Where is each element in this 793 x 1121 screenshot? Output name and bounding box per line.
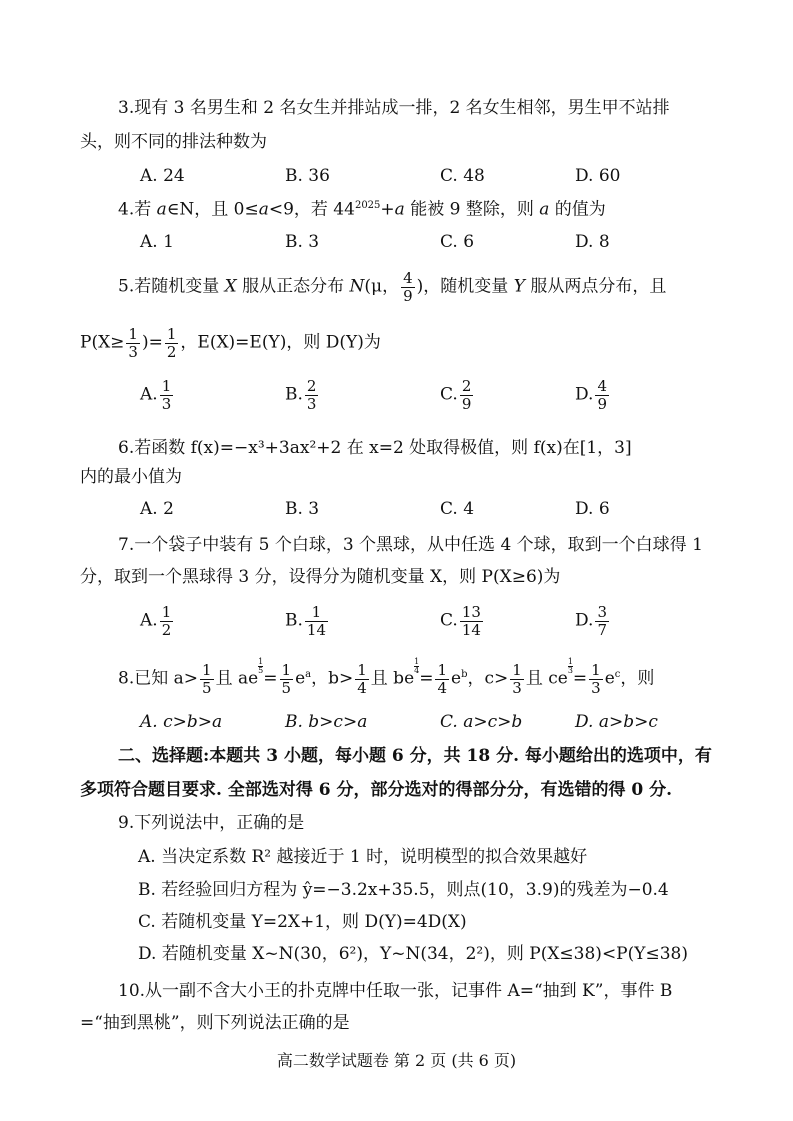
q4-option-b: B. 3 xyxy=(285,232,320,252)
q4-stem: 4.若 a∈N，且 0≤a<9，若 $44^{2025}+a$ 能被 9 整除，则 a 的值为 xyxy=(118,199,606,220)
q9-option-b: B. 若经验回归方程为 ŷ=−3.2x+35.5，则点(10，3.9)的残差为−0.4 xyxy=(138,880,669,900)
q7-option-d: D. $\frac{3}{7}$ xyxy=(575,603,607,639)
q3-line1: 3.现有 3 名男生和 2 名女生并排站成一排，2 名女生相邻，男生甲不站排 xyxy=(118,98,670,118)
q5-option-b: B. $\frac{2}{3}$ xyxy=(285,377,317,413)
q3-line2: 头，则不同的排法种数为 xyxy=(80,132,267,152)
q6-option-d: D. 6 xyxy=(575,499,610,519)
q5-line1: 5.若随机变量 X 服从正态分布 N(μ， $\frac{4}{9}$ )，随机变量 Y 服从两点分布，且 xyxy=(118,269,667,305)
q8-option-c: C. a>c>b xyxy=(440,712,523,732)
q3-option-b: B. 36 xyxy=(285,166,330,186)
page-footer: 高二数学试题卷 第 2 页 (共 6 页) xyxy=(276,1051,517,1070)
q8-option-a: A. c>b>a xyxy=(140,712,223,732)
q6-option-b: B. 3 xyxy=(285,499,320,519)
q5-line2: P(X≥ $\frac{1}{3}$ )= $\frac{1}{2}$ ，E(X)=E(Y)，则 D(Y)为 xyxy=(80,325,381,361)
q10-line1: 10.从一副不含大小王的扑克牌中任取一张，记事件 A=“抽到 K”，事件 B xyxy=(118,981,673,1001)
q10-line2: =“抽到黑桃”，则下列说法正确的是 xyxy=(80,1013,350,1033)
q7-option-b: B. $\frac{1}{14}$ xyxy=(285,603,326,639)
q9-option-a: A. 当决定系数 R² 越接近于 1 时，说明模型的拟合效果越好 xyxy=(138,847,588,867)
q9-option-d: D. 若随机变量 X~N(30，6²)，Y~N(34，2²)，则 P(X≤38)<P(Y≤38) xyxy=(138,944,688,964)
q4-option-a: A. 1 xyxy=(140,232,174,252)
q5-option-c: C. $\frac{2}{9}$ xyxy=(440,377,472,413)
q3-option-a: A. 24 xyxy=(140,166,185,186)
q4-option-c: C. 6 xyxy=(440,232,475,252)
q3-option-c: C. 48 xyxy=(440,166,485,186)
section2-heading-line2: 多项符合题目要求. 全部选对得 6 分，部分选对的得部分分，有选错的得 0 分. xyxy=(80,780,673,800)
q3-option-d: D. 60 xyxy=(575,166,621,186)
q7-option-c: C. $\frac{13}{14}$ xyxy=(440,603,481,639)
q5-option-a: A. $\frac{1}{3}$ xyxy=(140,377,172,413)
q9-stem: 9.下列说法中，正确的是 xyxy=(118,813,305,833)
q5-option-d: D. $\frac{4}{9}$ xyxy=(575,377,607,413)
q7-option-a: A. $\frac{1}{2}$ xyxy=(140,603,172,639)
q6-option-c: C. 4 xyxy=(440,499,475,519)
q6-option-a: A. 2 xyxy=(140,499,174,519)
q6-line1: 6.若函数 f(x)=−x³+3ax²+2 在 x=2 处取得极值，则 f(x)在[1，3] xyxy=(118,438,632,458)
q7-line2: 分，取到一个黑球得 3 分，设得分为随机变量 X，则 P(X≥6)为 xyxy=(80,567,561,587)
q4-option-d: D. 8 xyxy=(575,232,610,252)
q8-option-d: D. a>b>c xyxy=(575,712,658,732)
section2-heading-line1: 二、选择题:本题共 3 小题，每小题 6 分，共 18 分. 每小题给出的选项中，有 xyxy=(118,746,712,766)
q8-option-b: B. b>c>a xyxy=(285,712,368,732)
q7-line1: 7.一个袋子中装有 5 个白球，3 个黑球，从中任选 4 个球，取到一个白球得 1 xyxy=(118,535,703,555)
q9-option-c: C. 若随机变量 Y=2X+1，则 D(Y)=4D(X) xyxy=(138,912,467,932)
q8-stem: 8.已知 a> $\frac{1}{5}$ 且 ae $\frac{1}{5}$ = $\frac{1}{5}$ $e^a$，b> $\frac{1}{4}$ 且 be $\frac{1}{4}$ = $\frac{1}{4}$ $e^b$，c> $\frac{1}{3}$ 且 ce $\frac{1}{3}$ = $\frac{1}{3}$ $e^c$，则 xyxy=(118,657,655,697)
q6-line2: 内的最小值为 xyxy=(80,467,182,487)
